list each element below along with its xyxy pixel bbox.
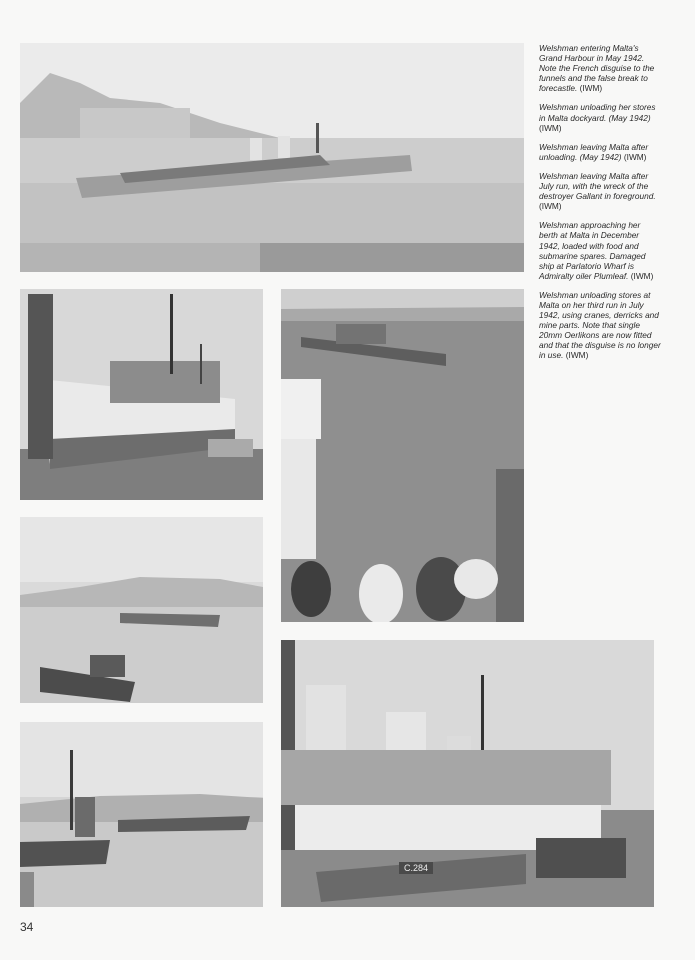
photo-unloading-dockyard	[20, 289, 263, 500]
boat-marking: C.284	[403, 863, 429, 873]
photo-unloading-third-run	[281, 640, 654, 907]
page-number: 34	[20, 920, 34, 934]
caption-column	[539, 43, 661, 370]
caption-entering-grand-harbour: Welshman entering Malta's Grand Harbour in May 1942. Note the French disguise to the funnels and the false break to forecastle. (IWM)	[539, 43, 655, 94]
caption-leaving-after-july-run: Welshman leaving Malta after July run, with the wreck of the destroyer Gallant in foreground. (IWM)	[539, 170, 656, 212]
caption-approaching-berth: Welshman approaching her berth at Malta in December 1942, loaded with food and submarine spares. Damaged ship at Parlatorio Wharf is Admiralty oiler Plumleaf. (IWM)	[539, 220, 654, 281]
caption-leaving-after-unloading: Welshman leaving Malta after unloading. (May 1942) (IWM)	[539, 141, 649, 162]
caption-unloading-third-run: Welshman unloading stores at Malta on her third run in July 1942, using cranes, derricks and mine parts. Note that single 20mm Oerlikons are now fitted and that the disguise is no longer in use. (IWM)	[539, 289, 661, 361]
photo-approaching-berth	[20, 722, 263, 907]
photo-entering-grand-harbour	[20, 43, 524, 272]
photo-leaving-after-unloading	[281, 289, 524, 622]
photo-leaving-after-july-run	[20, 517, 263, 703]
caption-unloading-dockyard: Welshman unloading her stores in Malta dockyard. (May 1942) (IWM)	[539, 102, 656, 133]
